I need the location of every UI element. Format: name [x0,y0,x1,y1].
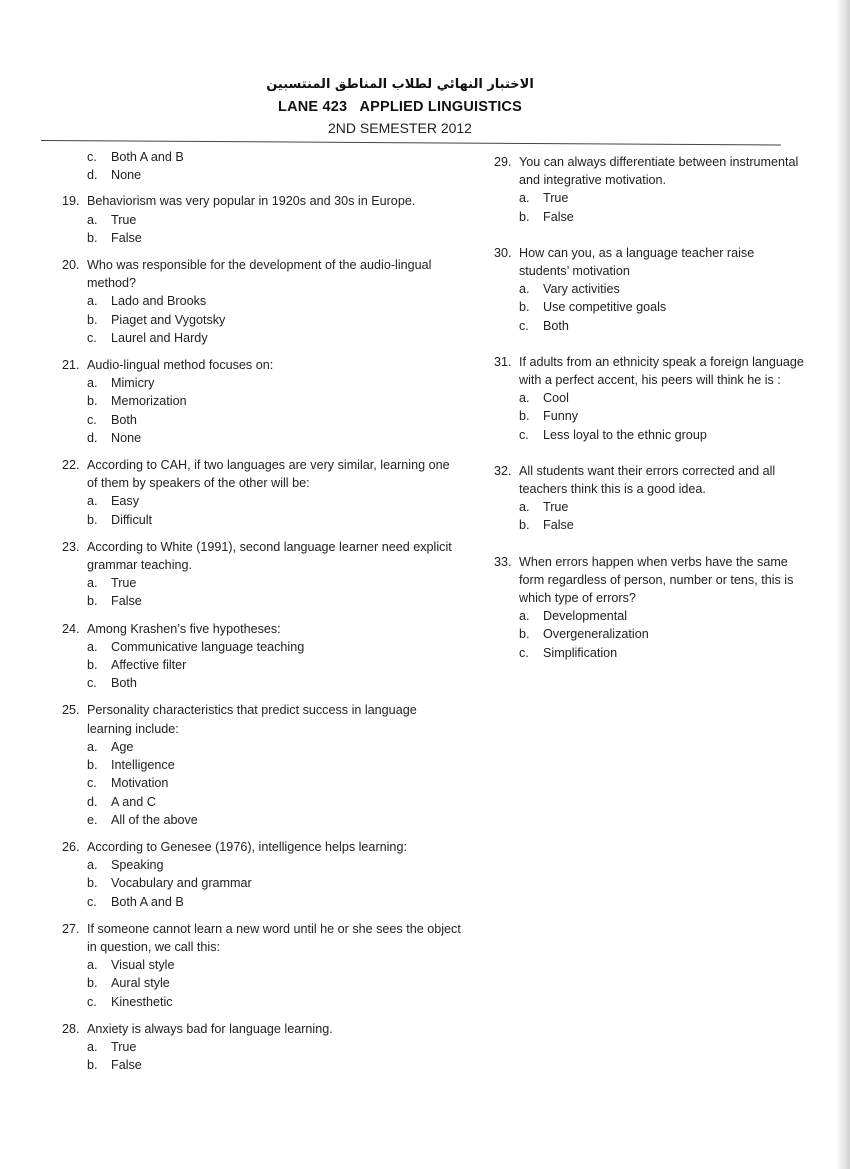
option-letter: b. [519,409,530,424]
option-text: Motivation [111,776,169,791]
answer-option [62,511,462,529]
semester-label: 2ND SEMESTER 2012 [328,120,472,136]
option-letter: c. [87,330,97,345]
option-letter: a. [87,576,98,591]
question-number: 33. [494,554,512,569]
option-letter: b. [87,394,98,409]
question-item [62,920,462,1011]
option-text: False [543,518,574,533]
question-number: 32. [494,463,512,478]
answer-option [494,644,804,662]
answer-option [62,429,462,447]
option-letter: e. [87,812,98,827]
question-item [62,1020,462,1075]
question-text: Audio-lingual method focuses on: [87,358,274,373]
option-text: False [111,1058,142,1073]
option-letter: c. [519,427,529,442]
option-text: Difficult [111,512,153,527]
answer-option [62,1038,462,1056]
option-letter: b. [519,627,530,642]
answer-option [62,574,462,592]
option-text: A and C [111,794,156,809]
question-number: 19. [62,194,80,209]
option-letter: b. [519,209,530,224]
question-line [62,701,462,737]
option-text: Laurel and Hardy [111,330,208,345]
option-text: Overgeneralization [543,627,649,642]
option-letter: b. [87,758,98,773]
question-number: 22. [62,458,80,473]
option-text: True [111,576,137,591]
option-letter: b. [87,594,98,609]
option-text: Lado and Brooks [111,294,207,309]
option-text: False [111,594,142,609]
option-text: None [111,430,142,445]
option-letter: c. [519,645,529,660]
question-line [62,920,462,956]
option-letter: a. [87,858,98,873]
answer-option [62,974,462,992]
answer-option [62,893,462,911]
question-number: 24. [62,621,80,636]
option-text: Developmental [543,609,628,624]
option-letter: a. [87,1039,98,1054]
option-text: Intelligence [111,758,175,773]
answer-option [62,793,462,811]
answer-option [62,874,462,892]
option-text: True [543,500,569,515]
question-item [62,538,462,611]
option-text: Cool [543,391,569,406]
question-line [62,538,462,574]
option-letter: c. [87,412,97,427]
question-number: 23. [62,539,80,554]
question-number: 20. [62,258,80,273]
option-letter: a. [519,500,530,515]
option-text: Memorization [111,394,187,409]
answer-option [62,811,462,829]
question-number: 21. [62,358,80,373]
question-number: 29. [494,155,512,169]
answer-option [494,389,804,407]
option-letter: c. [87,994,97,1009]
question-number: 26. [62,839,80,854]
question-text: How can you, as a language teacher raise students’ motivation [519,245,755,279]
question-item [494,153,804,226]
option-text: Vary activities [543,282,620,297]
question-line [62,1020,462,1038]
answer-option [62,738,462,756]
option-text: Both [543,318,569,333]
option-letter: b. [87,312,98,327]
option-letter: d. [87,168,98,183]
question-item [62,620,462,693]
answer-option [494,208,804,226]
answer-option [62,492,462,510]
arabic-exam-title: الاختبار النهائي لطلاب المناطق المنتسبين [266,77,534,92]
option-text: Use competitive goals [543,300,667,315]
answer-option [494,516,804,534]
option-letter: a. [87,494,98,509]
answer-option [494,625,804,643]
question-line [494,244,804,280]
question-text: When errors happen when verbs have the same form regardless of person, number or tens, this is which type of errors? [519,554,794,606]
answer-option [62,856,462,874]
answer-option [62,311,462,329]
option-letter: c. [87,894,97,909]
option-letter: a. [519,191,530,206]
question-number: 31. [494,354,512,369]
question-line [62,620,462,638]
option-letter: b. [519,300,530,315]
question-text: Who was responsible for the development of the audio-lingual method? [87,258,432,291]
question-item [62,456,462,529]
question-line [62,256,462,292]
question-text: Anxiety is always bad for language learning. [87,1021,333,1036]
answer-option [62,774,462,792]
left-column [62,148,462,1083]
answer-option [62,592,462,610]
option-letter: b. [519,518,530,533]
right-column [494,153,804,680]
option-letter: c. [87,776,97,791]
question-line [62,838,462,856]
option-letter: a. [87,739,98,754]
option-letter: c. [519,318,529,333]
option-letter: a. [519,391,530,406]
question-item [494,553,804,662]
question-line [62,356,462,374]
answer-option [62,674,462,692]
course-title: LANE 423 APPLIED LINGUISTICS [278,99,522,115]
answer-option [494,498,804,516]
option-letter: a. [87,958,98,973]
header-divider [41,140,781,146]
question-number: 30. [494,245,512,260]
option-letter: c. [87,150,97,164]
option-letter: a. [519,282,530,297]
question-text: If adults from an ethnicity speak a foreign language with a perfect accent, his peers will think he is : [519,354,804,388]
option-text: Less loyal to the ethnic group [543,427,707,442]
answer-option [62,329,462,347]
option-text: Kinesthetic [111,994,173,1009]
option-letter: b. [87,976,98,991]
option-text: Age [111,739,134,754]
question-item [494,462,804,535]
question-text: According to Genesee (1976), intelligence helps learning: [87,839,407,854]
option-text: Mimicry [111,376,155,391]
question-text: Personality characteristics that predict success in language learning include: [87,703,417,736]
option-text: Communicative language teaching [111,639,305,654]
question-number: 27. [62,921,80,936]
question-line [494,153,804,189]
option-text: Funny [543,409,579,424]
answer-option [62,229,462,247]
answer-option [62,756,462,774]
question-number: 25. [62,703,80,718]
option-text: None [111,168,142,183]
option-text: Piaget and Vygotsky [111,312,226,327]
option-text: Both [111,412,137,427]
answer-option [62,656,462,674]
answer-option [494,298,804,316]
option-letter: b. [87,658,98,673]
answer-option [494,607,804,625]
question-number: 28. [62,1021,80,1036]
option-letter: a. [87,294,98,309]
question-line [494,553,804,608]
continued-options [62,148,462,184]
question-text: According to White (1991), second language learner need explicit grammar teaching. [87,539,452,573]
question-line [494,353,804,389]
answer-option [62,148,462,166]
answer-option [62,374,462,392]
question-line [62,456,462,492]
option-letter: b. [87,1058,98,1073]
answer-option [62,411,462,429]
answer-option [494,280,804,298]
option-text: True [543,191,569,206]
question-line [494,462,804,498]
answer-option [494,407,804,425]
option-letter: a. [87,376,98,391]
option-text: True [111,212,137,227]
option-text: Aural style [111,976,170,991]
option-text: False [543,209,574,224]
answer-option [62,1056,462,1074]
page-edge-shadow [836,0,850,1169]
answer-option [62,211,462,229]
question-text: According to CAH, if two languages are very similar, learning one of them by speakers of the other will be: [87,458,450,491]
option-letter: a. [87,639,98,654]
question-item [62,701,462,828]
answer-option [494,189,804,207]
option-text: Both A and B [111,150,184,164]
question-item [62,192,462,247]
option-letter: a. [87,212,98,227]
option-letter: c. [87,676,97,691]
option-text: Easy [111,494,139,509]
option-text: Simplification [543,645,618,660]
answer-option [62,292,462,310]
answer-option [494,426,804,444]
answer-option [62,638,462,656]
question-item [494,244,804,335]
question-line [62,192,462,210]
answer-option [62,392,462,410]
option-text: True [111,1039,137,1054]
option-letter: b. [87,230,98,245]
option-letter: b. [87,512,98,527]
question-text: You can always differentiate between instrumental and integrative motivation. [519,155,799,188]
option-text: All of the above [111,812,198,827]
answer-option [62,993,462,1011]
question-text: All students want their errors corrected and all teachers think this is a good idea. [519,463,776,497]
option-text: Affective filter [111,658,187,673]
question-item [62,356,462,447]
option-letter: d. [87,430,98,445]
answer-option [494,317,804,335]
option-text: Visual style [111,958,175,973]
question-text: If someone cannot learn a new word until he or she sees the object in question, we call this: [87,921,461,954]
option-text: Both [111,676,137,691]
option-text: Vocabulary and grammar [111,876,252,891]
option-letter: b. [87,876,98,891]
option-text: False [111,230,142,245]
answer-option [62,956,462,974]
option-letter: d. [87,794,98,809]
exam-header [0,76,800,138]
question-text: Behaviorism was very popular in 1920s and 30s in Europe. [87,194,416,209]
question-item [62,838,462,911]
answer-option [62,166,462,184]
question-item [62,256,462,347]
question-text: Among Krashen’s five hypotheses: [87,621,281,636]
option-text: Speaking [111,858,164,873]
option-text: Both A and B [111,894,184,909]
option-letter: a. [519,609,530,624]
question-item [494,353,804,444]
